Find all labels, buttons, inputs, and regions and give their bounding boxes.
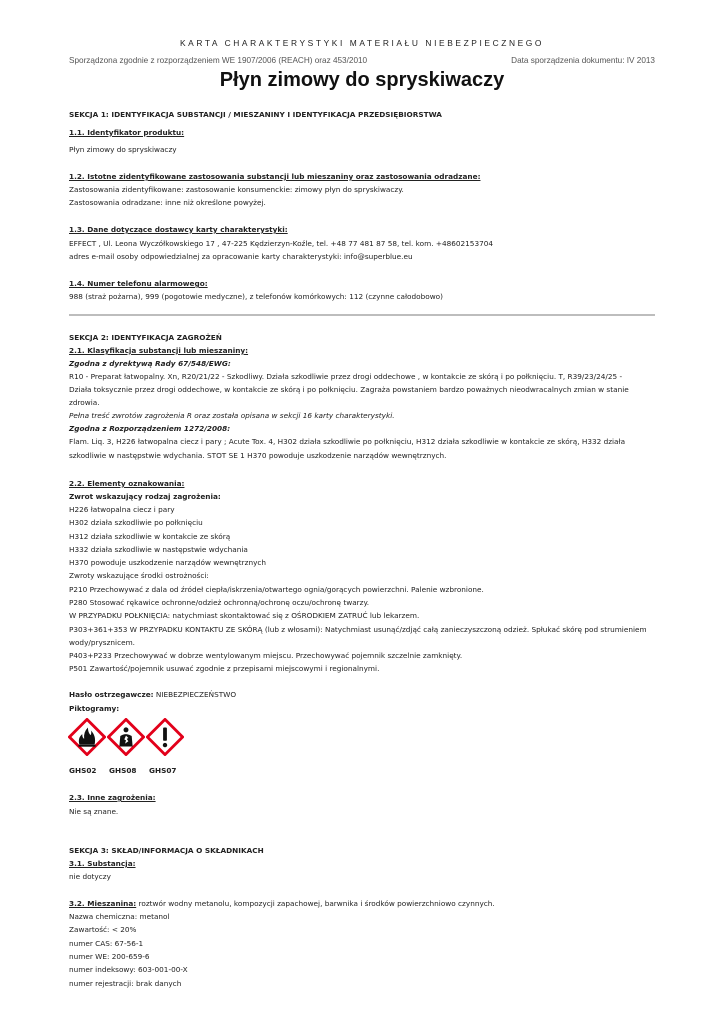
label-line: P280 Stosować rękawice ochronne/odzież ochronną/ochronę oczu/ochronę twarzy.	[69, 598, 370, 607]
hazard-statements-heading: Zwrot wskazujący rodzaj zagrożenia:	[69, 492, 221, 501]
directive-heading: Zgodna z dyrektywą Rady 67/548/EWG:	[69, 359, 231, 368]
section1-2-text-b: Zastosowania odradzane: inne niż określone powyżej.	[69, 198, 266, 207]
label-line: H226 łatwopalna ciecz i pary	[69, 505, 175, 514]
section1-3-text-b: adres e-mail osoby odpowiedzialnej za opracowanie karty charakterystyki: info@superblue.eu	[69, 252, 413, 261]
product-title: Płyn zimowy do spryskiwaczy	[219, 69, 505, 91]
label-line: P210 Przechowywać z dala od źródeł ciepła/iskrzenia/otwartego ognia/gorących powierzchni. Palenie wzbronione.	[69, 585, 484, 594]
health-hazard-pictogram-icon	[107, 718, 145, 756]
section1-3-heading: 1.3. Dane dotyczące dostawcy karty charakterystyki:	[69, 225, 288, 234]
section2-heading: SEKCJA 2: IDENTYFIKACJA ZAGROŻEŃ	[69, 333, 222, 342]
label-line: H312 działa szkodliwie w kontakcie ze skórą	[69, 532, 231, 541]
document-type-title: KARTA CHARAKTERYSTYKI MATERIAŁU NIEBEZPIECZNEGO	[179, 38, 545, 48]
component-line: numer CAS: 67-56-1	[69, 939, 144, 948]
document-date: Data sporządzenia dokumentu: IV 2013	[511, 56, 655, 65]
regulation-note: Sporządzona zgodnie z rozporządzeniem WE 1907/2006 (REACH) oraz 453/2010	[69, 56, 368, 65]
component-line: numer rejestracji: brak danych	[69, 979, 182, 988]
section1-1-heading: 1.1. Identyfikator produktu:	[69, 128, 185, 137]
component-line: Zawartość: < 20%	[69, 925, 137, 934]
directive-text-1: R10 - Preparat łatwopalny. Xn, R20/21/22 - Szkodliwy. Działa szkodliwie przez drogi oddechowe , w kontakcie ze skórą i po połknięciu. T, R39/23/24/25 -	[69, 372, 623, 381]
section1-1-text: Płyn zimowy do spryskiwaczy	[69, 145, 177, 154]
section2-2-heading: 2.2. Elementy oznakowania:	[69, 479, 185, 488]
section3-heading: SEKCJA 3: SKŁAD/INFORMACJA O SKŁADNIKACH	[69, 846, 264, 855]
section3-2-heading: 3.2. Mieszanina:	[69, 899, 137, 908]
ghs-label: GHS02	[69, 766, 97, 775]
section3-1-heading: 3.1. Substancja:	[69, 859, 136, 868]
section1-4-text: 988 (straż pożarna), 999 (pogotowie medyczne), z telefonów komórkowych: 112 (czynne całodobowo)	[69, 292, 443, 301]
regulation-text-2: szkodliwie w następstwie wdychania. STOT SE 1 H370 powoduje uszkodzenie narządów wewnętrznych.	[69, 451, 447, 460]
label-line: H302 działa szkodliwie po połknięciu	[69, 518, 203, 527]
section1-heading: SEKCJA 1: IDENTYFIKACJA SUBSTANCJI / MIESZANINY I IDENTYFIKACJA PRZEDSIĘBIORSTWA	[69, 110, 442, 119]
pictograms-heading: Piktogramy:	[69, 704, 120, 713]
section3-2-text: roztwór wodny metanolu, kompozycji zapachowej, barwnika i środków powierzchniowo czynnych.	[136, 899, 495, 908]
section1-4-heading: 1.4. Numer telefonu alarmowego:	[69, 279, 208, 288]
signal-word	[69, 690, 236, 700]
section2-3-heading: 2.3. Inne zagrożenia:	[69, 793, 156, 802]
regulation-text-1: Flam. Liq. 3, H226 łatwopalna ciecz i pary ; Acute Tox. 4, H302 działa szkodliwie po połknięciu, H312 działa szkodliwie w kontakcie ze skórą, H332 działa	[69, 437, 626, 446]
signal-word-value: NIEBEZPIECZEŃSTWO	[153, 690, 237, 699]
section2-1-heading: 2.1. Klasyfikacja substancji lub mieszaniny:	[69, 346, 249, 355]
section3-2-paragraph	[69, 899, 495, 909]
component-line: Nazwa chemiczna: metanol	[69, 912, 170, 921]
section2-3-text: Nie są znane.	[69, 807, 119, 816]
component-line: numer WE: 200-659-6	[69, 952, 150, 961]
label-line: H332 działa szkodliwie w następstwie wdychania	[69, 545, 248, 554]
directive-text-2: Działa toksycznie przez drogi oddechowe, w kontakcie ze skórą i po połknięciu. Zagraża powstaniem bardzo poważnych nieodwracalnych zmian w stanie	[69, 385, 629, 394]
label-line: H370 powoduje uszkodzenie narządów wewnętrznych	[69, 558, 267, 567]
component-line: numer indeksowy: 603-001-00-X	[69, 965, 188, 974]
section3-1-text: nie dotyczy	[69, 872, 111, 881]
exclamation-pictogram-icon	[146, 718, 184, 756]
section1-2-text-a: Zastosowania zidentyfikowane: zastosowanie konsumenckie: zimowy płyn do spryskiwaczy.	[69, 185, 404, 194]
label-line: P403+P233 Przechowywać w dobrze wentylowanym miejscu. Przechowywać pojemnik szczelnie zamknięty.	[69, 651, 463, 660]
section1-3-text-a: EFFECT , Ul. Leona Wyczółkowskiego 17 , 47-225 Kędzierzyn-Koźle, tel. +48 77 481 87 58, tel. kom. +48602153704	[69, 239, 494, 248]
label-line: P303+361+353 W PRZYPADKU KONTAKTU ZE SKÓRĄ (lub z włosami): Natychmiast usunąć/zdjąć całą zanieczyszczoną odzież. Spłukać skórę pod strumieniem	[69, 625, 647, 634]
ghs-label: GHS07	[149, 766, 177, 775]
section1-2-heading: 1.2. Istotne zidentyfikowane zastosowania substancji lub mieszaniny oraz zastosowania odradzane:	[69, 172, 481, 181]
ghs-label: GHS08	[109, 766, 137, 775]
directive-text-3: zdrowia.	[69, 398, 100, 407]
signal-word-label: Hasło ostrzegawcze:	[69, 690, 154, 699]
section-divider	[69, 314, 655, 316]
flame-pictogram-icon	[68, 718, 106, 756]
label-line: Zwroty wskazujące środki ostrożności:	[69, 571, 209, 580]
regulation-heading: Zgodna z Rozporządzeniem 1272/2008:	[69, 424, 231, 433]
r-phrases-note: Pełna treść zwrotów zagrożenia R oraz została opisana w sekcji 16 karty charakterystyki.	[69, 411, 395, 420]
label-line: W PRZYPADKU POŁKNIĘCIA: natychmiast skontaktować się z OŚRODKIEM ZATRUĆ lub lekarzem.	[69, 611, 420, 620]
label-line: wody/prysznicem.	[69, 638, 136, 647]
label-line: P501 Zawartość/pojemnik usuwać zgodnie z przepisami miejscowymi i regionalnymi.	[69, 664, 380, 673]
